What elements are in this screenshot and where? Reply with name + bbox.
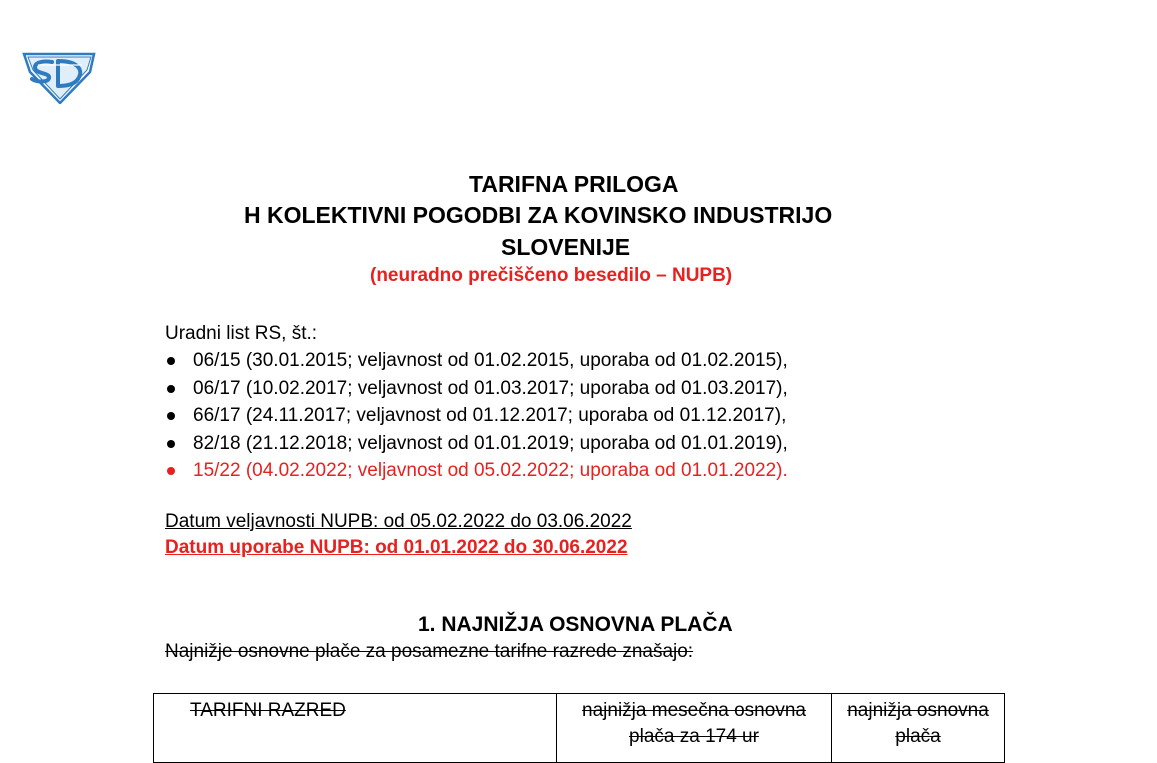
list-item: 66/17 (24.11.2017; veljavnost od 01.12.2017; uporaba od 01.12.2017), (165, 402, 788, 430)
table-header-cell: TARIFNI RAZRED (154, 694, 557, 763)
bullet-icon (167, 467, 175, 475)
validity-date: Datum veljavnosti NUPB: od 05.02.2022 do 03.06.2022 (165, 511, 632, 532)
bullet-icon (167, 412, 175, 420)
table-header-cell: najnižja osnovna plača (832, 694, 1005, 763)
title-line-2: H KOLEKTIVNI POGODBI ZA KOVINSKO INDUSTRIJO (244, 202, 833, 228)
list-item: 82/18 (21.12.2018; veljavnost od 01.01.2019; uporaba od 01.01.2019), (165, 430, 788, 458)
struck-paragraph: Najnižje osnovne plače za posamezne tarifne razrede znašajo: (165, 641, 694, 662)
company-logo-icon (22, 48, 96, 104)
title-line-3: SLOVENIJE (501, 234, 631, 260)
section-heading: 1. NAJNIŽJA OSNOVNA PLAČA (418, 613, 733, 636)
uradni-list-heading: Uradni list RS, št.: (165, 323, 318, 344)
tariff-table (153, 693, 1005, 763)
usage-date: Datum uporabe NUPB: od 01.01.2022 do 30.06.2022 (165, 537, 628, 558)
bullet-icon (167, 440, 175, 448)
uradni-list-items (165, 347, 788, 485)
list-item-latest: 15/22 (04.02.2022; veljavnost od 05.02.2022; uporaba od 01.01.2022). (165, 457, 788, 485)
list-item: 06/15 (30.01.2015; veljavnost od 01.02.2015, uporaba od 01.02.2015), (165, 347, 788, 375)
bullet-icon (167, 357, 175, 365)
list-item: 06/17 (10.02.2017; veljavnost od 01.03.2017; uporaba od 01.03.2017), (165, 375, 788, 403)
table-header-row (154, 694, 1005, 763)
document-subtitle: (neuradno prečiščeno besedilo – NUPB) (370, 265, 733, 286)
bullet-icon (167, 385, 175, 393)
title-line-1: TARIFNA PRILOGA (469, 171, 679, 197)
table-header-cell: najnižja mesečna osnovna plača za 174 ur (557, 694, 832, 763)
nupb-dates (165, 509, 632, 561)
uradni-list-section (165, 321, 788, 485)
